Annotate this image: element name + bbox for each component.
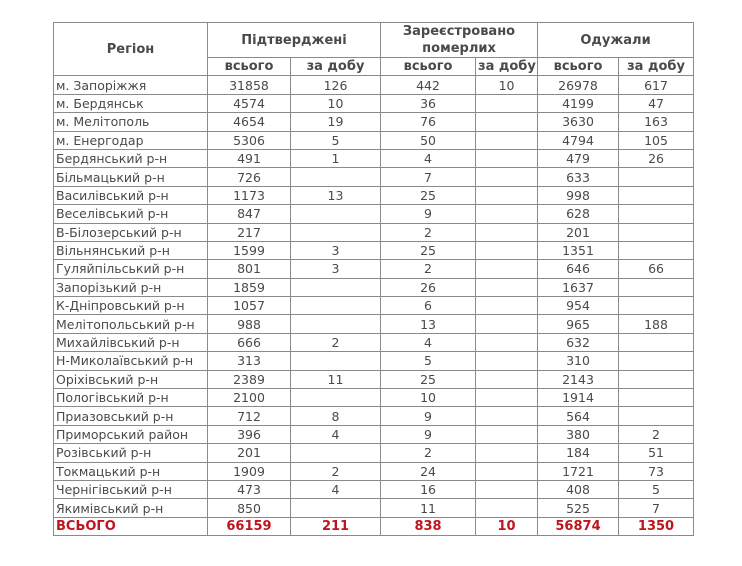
cell-recovered-total: 954 bbox=[538, 297, 619, 315]
cell-region: м. Бердянськ bbox=[54, 94, 208, 112]
cell-recovered-daily: 47 bbox=[619, 94, 694, 112]
cell-dead-daily bbox=[476, 205, 538, 223]
cell-dead-daily bbox=[476, 278, 538, 296]
cell-recovered-daily bbox=[619, 352, 694, 370]
cell-recovered-total: 633 bbox=[538, 168, 619, 186]
cell-recovered-total: 184 bbox=[538, 444, 619, 462]
table-row bbox=[54, 113, 694, 131]
cell-dead-daily bbox=[476, 444, 538, 462]
table-row bbox=[54, 76, 694, 94]
cell-region: Приморський район bbox=[54, 425, 208, 443]
cell-dead-daily bbox=[476, 499, 538, 517]
cell-region: Мелітопольський р-н bbox=[54, 315, 208, 333]
cell-dead-daily: 10 bbox=[476, 76, 538, 94]
cell-confirmed-daily bbox=[291, 315, 381, 333]
cell-recovered-total: 4794 bbox=[538, 131, 619, 149]
cell-confirmed-total: 1599 bbox=[208, 241, 291, 259]
cell-dead-total: 26 bbox=[381, 278, 476, 296]
header-recovered-total: всього bbox=[538, 58, 619, 76]
cell-recovered-daily bbox=[619, 205, 694, 223]
cell-confirmed-total: 666 bbox=[208, 333, 291, 351]
cell-confirmed-total: 4654 bbox=[208, 113, 291, 131]
cell-dead-total: 6 bbox=[381, 297, 476, 315]
cell-region: Чернігівський р-н bbox=[54, 480, 208, 498]
cell-region: м. Запоріжжя bbox=[54, 76, 208, 94]
table-row bbox=[54, 425, 694, 443]
cell-dead-total: 11 bbox=[381, 499, 476, 517]
cell-region: Василівський р-н bbox=[54, 186, 208, 204]
table-row bbox=[54, 333, 694, 351]
cell-dead-daily bbox=[476, 241, 538, 259]
covid-stats-table bbox=[53, 22, 694, 536]
cell-dead-daily bbox=[476, 297, 538, 315]
cell-recovered-daily: 26 bbox=[619, 149, 694, 167]
table-row bbox=[54, 186, 694, 204]
cell-dead-daily bbox=[476, 131, 538, 149]
header-row-groups bbox=[54, 23, 694, 58]
cell-region: Токмацький р-н bbox=[54, 462, 208, 480]
table-row bbox=[54, 407, 694, 425]
cell-confirmed-total: 712 bbox=[208, 407, 291, 425]
table-row bbox=[54, 223, 694, 241]
table-row bbox=[54, 205, 694, 223]
cell-region: Оріхівський р-н bbox=[54, 370, 208, 388]
table-row bbox=[54, 352, 694, 370]
header-confirmed-total: всього bbox=[208, 58, 291, 76]
cell-dead-daily bbox=[476, 407, 538, 425]
cell-region: Михайлівський р-н bbox=[54, 333, 208, 351]
cell-confirmed-total: 473 bbox=[208, 480, 291, 498]
header-recovered-daily: за добу bbox=[619, 58, 694, 76]
cell-recovered-total: 1351 bbox=[538, 241, 619, 259]
cell-region: Бердянський р-н bbox=[54, 149, 208, 167]
cell-confirmed-total: 801 bbox=[208, 260, 291, 278]
table-row bbox=[54, 462, 694, 480]
cell-confirmed-total: 2100 bbox=[208, 389, 291, 407]
cell-recovered-daily: 163 bbox=[619, 113, 694, 131]
table-row bbox=[54, 370, 694, 388]
cell-dead-total: 10 bbox=[381, 389, 476, 407]
cell-recovered-total: 201 bbox=[538, 223, 619, 241]
cell-dead-daily bbox=[476, 389, 538, 407]
cell-confirmed-total: 850 bbox=[208, 499, 291, 517]
cell-dead-daily bbox=[476, 223, 538, 241]
cell-confirmed-daily bbox=[291, 278, 381, 296]
cell-dead-total: 25 bbox=[381, 370, 476, 388]
cell-recovered-total: 4199 bbox=[538, 94, 619, 112]
table-body bbox=[54, 76, 694, 536]
cell-recovered-total: 380 bbox=[538, 425, 619, 443]
cell-confirmed-daily: 5 bbox=[291, 131, 381, 149]
cell-recovered-daily bbox=[619, 297, 694, 315]
cell-dead-daily bbox=[476, 149, 538, 167]
cell-confirmed-daily bbox=[291, 499, 381, 517]
cell-dead-total: 9 bbox=[381, 425, 476, 443]
cell-recovered-daily bbox=[619, 168, 694, 186]
cell-confirmed-daily: 13 bbox=[291, 186, 381, 204]
cell-dead-total: 36 bbox=[381, 94, 476, 112]
cell-recovered-total: 564 bbox=[538, 407, 619, 425]
cell-dead-total: 76 bbox=[381, 113, 476, 131]
cell-recovered-daily: 73 bbox=[619, 462, 694, 480]
cell-region: Розівський р-н bbox=[54, 444, 208, 462]
cell-confirmed-daily bbox=[291, 444, 381, 462]
cell-dead-total: 2 bbox=[381, 260, 476, 278]
cell-dead-total: 5 bbox=[381, 352, 476, 370]
total-cell-dead-daily: 10 bbox=[476, 517, 538, 535]
table-row bbox=[54, 389, 694, 407]
cell-recovered-total: 998 bbox=[538, 186, 619, 204]
cell-recovered-total: 2143 bbox=[538, 370, 619, 388]
table-row bbox=[54, 444, 694, 462]
table-row bbox=[54, 297, 694, 315]
cell-confirmed-daily: 4 bbox=[291, 480, 381, 498]
total-cell-confirmed-daily: 211 bbox=[291, 517, 381, 535]
cell-dead-total: 25 bbox=[381, 241, 476, 259]
header-dead-total: всього bbox=[381, 58, 476, 76]
total-cell-recovered-daily: 1350 bbox=[619, 517, 694, 535]
cell-confirmed-total: 847 bbox=[208, 205, 291, 223]
cell-confirmed-daily: 3 bbox=[291, 260, 381, 278]
cell-region: Вільнянський р-н bbox=[54, 241, 208, 259]
cell-recovered-daily bbox=[619, 407, 694, 425]
cell-dead-total: 50 bbox=[381, 131, 476, 149]
cell-recovered-daily: 2 bbox=[619, 425, 694, 443]
cell-region: Більмацький р-н bbox=[54, 168, 208, 186]
cell-recovered-total: 26978 bbox=[538, 76, 619, 94]
cell-dead-total: 4 bbox=[381, 333, 476, 351]
cell-recovered-total: 310 bbox=[538, 352, 619, 370]
total-cell-dead-total: 838 bbox=[381, 517, 476, 535]
cell-recovered-daily bbox=[619, 223, 694, 241]
header-confirmed-daily: за добу bbox=[291, 58, 381, 76]
cell-recovered-daily bbox=[619, 278, 694, 296]
cell-confirmed-total: 726 bbox=[208, 168, 291, 186]
cell-dead-total: 442 bbox=[381, 76, 476, 94]
header-dead-daily: за добу bbox=[476, 58, 538, 76]
cell-confirmed-total: 1173 bbox=[208, 186, 291, 204]
cell-dead-total: 9 bbox=[381, 407, 476, 425]
cell-region: Веселівський р-н bbox=[54, 205, 208, 223]
cell-confirmed-total: 313 bbox=[208, 352, 291, 370]
header-region: Регіон bbox=[54, 23, 208, 76]
cell-dead-total: 16 bbox=[381, 480, 476, 498]
cell-dead-total: 24 bbox=[381, 462, 476, 480]
cell-dead-total: 7 bbox=[381, 168, 476, 186]
cell-confirmed-daily bbox=[291, 223, 381, 241]
table-row bbox=[54, 131, 694, 149]
cell-recovered-total: 3630 bbox=[538, 113, 619, 131]
cell-confirmed-daily bbox=[291, 352, 381, 370]
cell-region: м. Мелітополь bbox=[54, 113, 208, 131]
cell-confirmed-total: 1909 bbox=[208, 462, 291, 480]
table-row bbox=[54, 260, 694, 278]
cell-recovered-daily bbox=[619, 241, 694, 259]
cell-confirmed-daily: 2 bbox=[291, 333, 381, 351]
cell-dead-total: 25 bbox=[381, 186, 476, 204]
table-row bbox=[54, 499, 694, 517]
total-cell-confirmed-total: 66159 bbox=[208, 517, 291, 535]
cell-confirmed-total: 4574 bbox=[208, 94, 291, 112]
cell-region: Приазовський р-н bbox=[54, 407, 208, 425]
cell-confirmed-total: 396 bbox=[208, 425, 291, 443]
cell-recovered-daily: 66 bbox=[619, 260, 694, 278]
cell-confirmed-daily: 10 bbox=[291, 94, 381, 112]
cell-recovered-total: 525 bbox=[538, 499, 619, 517]
header-confirmed: Підтверджені bbox=[208, 23, 381, 58]
table-row bbox=[54, 149, 694, 167]
cell-recovered-daily: 105 bbox=[619, 131, 694, 149]
cell-confirmed-daily: 3 bbox=[291, 241, 381, 259]
cell-dead-daily bbox=[476, 94, 538, 112]
cell-confirmed-total: 1859 bbox=[208, 278, 291, 296]
cell-region: В-Білозерський р-н bbox=[54, 223, 208, 241]
table-row bbox=[54, 278, 694, 296]
cell-confirmed-daily bbox=[291, 389, 381, 407]
cell-recovered-daily bbox=[619, 333, 694, 351]
table-row bbox=[54, 168, 694, 186]
cell-dead-daily bbox=[476, 333, 538, 351]
cell-recovered-total: 646 bbox=[538, 260, 619, 278]
cell-dead-daily bbox=[476, 168, 538, 186]
cell-confirmed-daily: 8 bbox=[291, 407, 381, 425]
table-row bbox=[54, 94, 694, 112]
cell-confirmed-daily: 2 bbox=[291, 462, 381, 480]
cell-recovered-total: 1637 bbox=[538, 278, 619, 296]
cell-recovered-total: 1914 bbox=[538, 389, 619, 407]
cell-recovered-daily: 5 bbox=[619, 480, 694, 498]
cell-dead-daily bbox=[476, 370, 538, 388]
cell-confirmed-total: 988 bbox=[208, 315, 291, 333]
cell-region: К-Дніпровський р-н bbox=[54, 297, 208, 315]
cell-confirmed-daily: 126 bbox=[291, 76, 381, 94]
cell-region: Запорізький р-н bbox=[54, 278, 208, 296]
cell-recovered-total: 408 bbox=[538, 480, 619, 498]
cell-recovered-daily: 51 bbox=[619, 444, 694, 462]
cell-confirmed-daily: 19 bbox=[291, 113, 381, 131]
cell-confirmed-total: 31858 bbox=[208, 76, 291, 94]
cell-dead-total: 4 bbox=[381, 149, 476, 167]
table-row bbox=[54, 315, 694, 333]
header-recovered: Одужали bbox=[538, 23, 694, 58]
cell-dead-daily bbox=[476, 462, 538, 480]
cell-recovered-total: 965 bbox=[538, 315, 619, 333]
cell-recovered-daily: 617 bbox=[619, 76, 694, 94]
cell-dead-daily bbox=[476, 113, 538, 131]
table-row bbox=[54, 241, 694, 259]
cell-confirmed-total: 201 bbox=[208, 444, 291, 462]
cell-confirmed-daily bbox=[291, 205, 381, 223]
cell-confirmed-total: 217 bbox=[208, 223, 291, 241]
cell-dead-daily bbox=[476, 260, 538, 278]
cell-recovered-daily: 7 bbox=[619, 499, 694, 517]
cell-recovered-total: 628 bbox=[538, 205, 619, 223]
cell-confirmed-daily bbox=[291, 297, 381, 315]
cell-region: Н-Миколаївський р-н bbox=[54, 352, 208, 370]
cell-recovered-total: 1721 bbox=[538, 462, 619, 480]
cell-confirmed-daily: 4 bbox=[291, 425, 381, 443]
cell-recovered-total: 632 bbox=[538, 333, 619, 351]
cell-recovered-total: 479 bbox=[538, 149, 619, 167]
cell-recovered-daily bbox=[619, 186, 694, 204]
cell-dead-daily bbox=[476, 480, 538, 498]
cell-recovered-daily: 188 bbox=[619, 315, 694, 333]
total-row bbox=[54, 517, 694, 535]
cell-confirmed-total: 1057 bbox=[208, 297, 291, 315]
cell-recovered-daily bbox=[619, 370, 694, 388]
cell-region: Пологівський р-н bbox=[54, 389, 208, 407]
cell-region: м. Енергодар bbox=[54, 131, 208, 149]
cell-confirmed-total: 491 bbox=[208, 149, 291, 167]
cell-region: Гуляйпільський р-н bbox=[54, 260, 208, 278]
table-row bbox=[54, 480, 694, 498]
cell-dead-total: 2 bbox=[381, 444, 476, 462]
cell-confirmed-daily bbox=[291, 168, 381, 186]
cell-dead-daily bbox=[476, 425, 538, 443]
total-cell-region: ВСЬОГО bbox=[54, 517, 208, 535]
cell-confirmed-total: 5306 bbox=[208, 131, 291, 149]
cell-confirmed-daily: 1 bbox=[291, 149, 381, 167]
cell-dead-total: 13 bbox=[381, 315, 476, 333]
cell-confirmed-daily: 11 bbox=[291, 370, 381, 388]
cell-confirmed-total: 2389 bbox=[208, 370, 291, 388]
cell-recovered-daily bbox=[619, 389, 694, 407]
cell-dead-daily bbox=[476, 315, 538, 333]
cell-region: Якимівський р-н bbox=[54, 499, 208, 517]
total-cell-recovered-total: 56874 bbox=[538, 517, 619, 535]
cell-dead-total: 9 bbox=[381, 205, 476, 223]
header-dead: Зареєстровано померлих bbox=[381, 23, 538, 58]
cell-dead-daily bbox=[476, 352, 538, 370]
cell-dead-total: 2 bbox=[381, 223, 476, 241]
cell-dead-daily bbox=[476, 186, 538, 204]
